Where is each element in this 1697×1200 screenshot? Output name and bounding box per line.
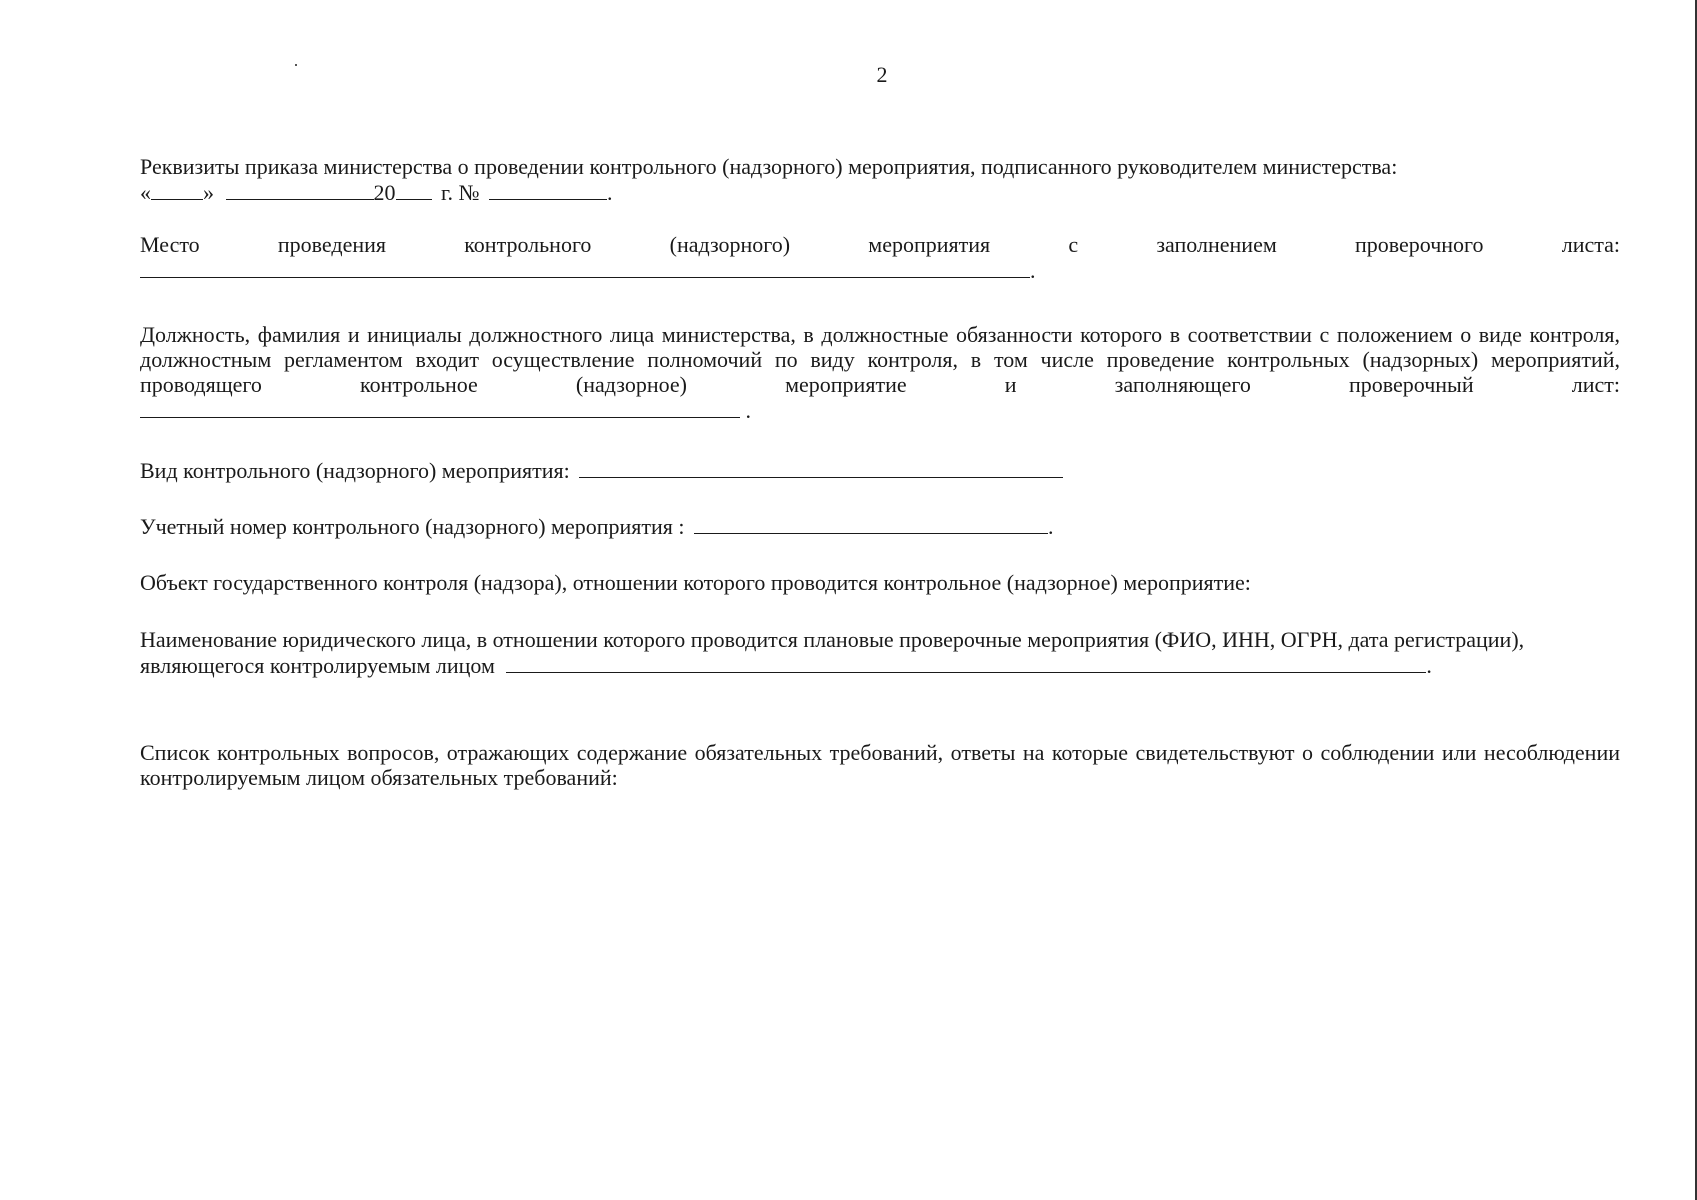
page-number: 2: [876, 62, 888, 87]
legal-entity-end: .: [1426, 653, 1432, 678]
legal-entity-section: [140, 627, 1620, 678]
event-type-field[interactable]: [579, 457, 1063, 478]
order-details-end: .: [607, 180, 613, 205]
registration-number-label: Учетный номер контрольного (надзорного) мероприятия :: [140, 514, 685, 539]
order-year-prefix: 20: [373, 180, 396, 205]
order-details-label: Реквизиты приказа министерства о проведении контрольного (надзорного) мероприятия, подписанного руководителем министерства:: [140, 154, 1398, 179]
event-type-label: Вид контрольного (надзорного) мероприятия:: [140, 458, 570, 483]
venue-end: .: [1030, 258, 1036, 283]
registration-number-field[interactable]: [694, 513, 1048, 534]
legal-entity-field[interactable]: [506, 652, 1426, 673]
official-end: .: [745, 398, 751, 423]
venue-field[interactable]: [140, 257, 1030, 278]
order-details-fields: [140, 179, 1620, 205]
registration-number-section: [140, 513, 1620, 539]
close-quote: »: [203, 180, 214, 205]
registration-number-end: .: [1048, 514, 1054, 539]
event-type-section: [140, 457, 1620, 483]
order-number-label: г. №: [441, 180, 480, 205]
open-quote: «: [140, 180, 151, 205]
questions-list-section: [140, 740, 1620, 790]
venue-section: [140, 232, 1620, 283]
order-details-section: [140, 154, 1620, 205]
order-month-field[interactable]: [226, 179, 374, 200]
official-field[interactable]: [140, 397, 740, 418]
control-object-label: Объект государственного контроля (надзора), отношении которого проводится контрольное (надзорное) мероприятие:: [140, 570, 1251, 595]
control-object-section: [140, 570, 1620, 595]
order-year-field[interactable]: [396, 179, 432, 200]
questions-list-label: Список контрольных вопросов, отражающих содержание обязательных требований, ответы на которые свидетельствуют о соблюдении или несоблюдении контролируемым лицом обязательных требований:: [140, 740, 1620, 790]
official-section: [140, 322, 1620, 423]
venue-fields: [140, 257, 1620, 283]
official-fields: [140, 397, 1620, 423]
order-number-field[interactable]: [489, 179, 607, 200]
venue-label: Место проведения контрольного (надзорного) мероприятия с заполнением проверочного листа:: [140, 232, 1620, 257]
order-day-field[interactable]: [151, 179, 203, 200]
legal-entity-label: Наименование юридического лица, в отношении которого проводится плановые проверочные мероприятия (ФИО, ИНН, ОГРН, дата регистрации), являющегося контролируемым лицом: [140, 627, 1525, 678]
official-label: Должность, фамилия и инициалы должностного лица министерства, в должностные обязанности которого в соответствии с положением о виде контроля, должностным регламентом входит осуществление полномочий по виду контроля, в том числе проведение контрольных (надзорных) мероприятий, проводящего контрольное (надзорное) мероприятие и заполняющего проверочный лист:: [140, 322, 1620, 397]
